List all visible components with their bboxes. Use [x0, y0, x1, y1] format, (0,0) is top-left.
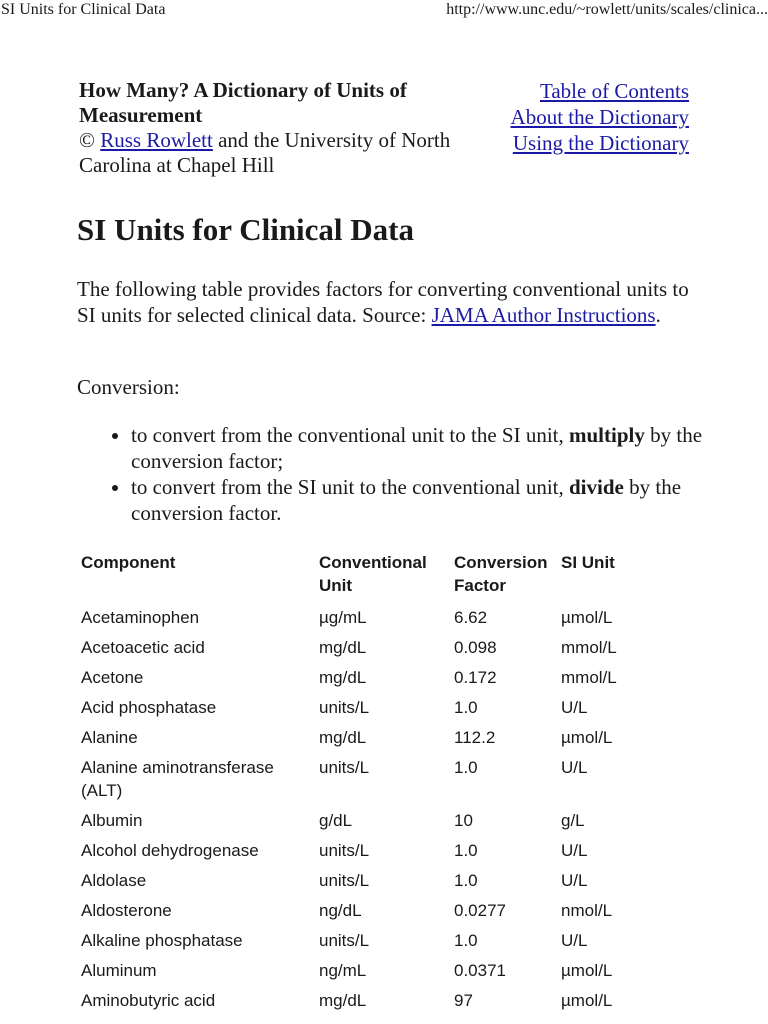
- cell-conversion-factor: 1.0: [454, 931, 478, 950]
- copyright-symbol: ©: [79, 128, 101, 152]
- print-page-url: http://www.unc.edu/~rowlett/units/scales/clinica...: [446, 1, 768, 18]
- cell-component: Alanine: [81, 728, 138, 747]
- cell-conventional-unit: units/L: [319, 841, 370, 860]
- cell-component: Aldolase: [81, 871, 147, 890]
- cell-component: Albumin: [81, 811, 143, 830]
- using-dictionary-link[interactable]: Using the Dictionary: [512, 131, 689, 155]
- column-header-conventional-unit: Conventional Unit: [319, 553, 427, 595]
- divide-instruction: [131, 474, 741, 526]
- intro-end: .: [655, 303, 661, 327]
- cell-conversion-factor: 1.0: [454, 871, 478, 890]
- intro-paragraph: [77, 276, 707, 328]
- author-link[interactable]: Russ Rowlett: [100, 128, 213, 152]
- dictionary-title: How Many? A Dictionary of Units of Measurement: [79, 78, 407, 127]
- dictionary-credit: [79, 78, 479, 178]
- multiply-instruction: [131, 422, 741, 474]
- intro-text: The following table provides factors for converting conventional units to SI units for selected clinical data. Source:: [77, 277, 689, 327]
- table-header-row: [76, 548, 655, 603]
- cell-component: Acetaminophen: [81, 608, 200, 627]
- cell-conversion-factor: 6.62: [454, 608, 488, 627]
- cell-si-unit: µmol/L: [561, 728, 613, 747]
- cell-si-unit: U/L: [561, 931, 588, 950]
- cell-conventional-unit: units/L: [319, 931, 370, 950]
- cell-conversion-factor: 97: [454, 991, 473, 1010]
- table-body: [76, 603, 655, 1016]
- instruction-text: to convert from the conventional unit to the SI unit,: [131, 423, 569, 447]
- cell-conventional-unit: units/L: [319, 698, 370, 717]
- instruction-keyword: divide: [569, 475, 624, 499]
- cell-conventional-unit: ng/mL: [319, 961, 367, 980]
- print-page-title: SI Units for Clinical Data: [1, 1, 166, 18]
- cell-si-unit: g/L: [561, 811, 585, 830]
- column-header-si-unit: SI Unit: [561, 553, 615, 572]
- table-row: [76, 956, 655, 986]
- cell-si-unit: nmol/L: [561, 901, 613, 920]
- cell-si-unit: U/L: [561, 841, 588, 860]
- cell-conventional-unit: mg/dL: [319, 728, 367, 747]
- copyright-text: and the University of North Carolina at Chapel Hill: [79, 128, 451, 177]
- conversion-instructions: [77, 422, 741, 526]
- cell-component: Acetone: [81, 668, 144, 687]
- cell-component: Aminobutyric acid: [81, 991, 216, 1010]
- cell-si-unit: µmol/L: [561, 991, 613, 1010]
- cell-component: Aluminum: [81, 961, 157, 980]
- table-row: [76, 926, 655, 956]
- conversion-label: Conversion:: [77, 375, 180, 399]
- table-row: [76, 866, 655, 896]
- cell-conversion-factor: 0.098: [454, 638, 497, 657]
- cell-si-unit: µmol/L: [561, 608, 613, 627]
- table-row: [76, 806, 655, 836]
- cell-conventional-unit: µg/mL: [319, 608, 367, 627]
- cell-component: Aldosterone: [81, 901, 172, 920]
- cell-conventional-unit: units/L: [319, 871, 370, 890]
- table-row: [76, 753, 655, 806]
- cell-conventional-unit: mg/dL: [319, 991, 367, 1010]
- cell-conversion-factor: 0.0371: [454, 961, 506, 980]
- cell-conventional-unit: units/L: [319, 758, 370, 777]
- instruction-keyword: multiply: [569, 423, 645, 447]
- cell-conventional-unit: ng/dL: [319, 901, 362, 920]
- table-of-contents-link[interactable]: Table of Contents: [540, 79, 689, 103]
- copyright-line: [79, 128, 479, 178]
- source-link[interactable]: JAMA Author Instructions: [431, 303, 656, 327]
- instruction-text: to convert from the SI unit to the conventional unit,: [131, 475, 569, 499]
- table-row: [76, 663, 655, 693]
- cell-conventional-unit: g/dL: [319, 811, 353, 830]
- table-row: [76, 723, 655, 753]
- table-row: [76, 693, 655, 723]
- cell-conversion-factor: 0.0277: [454, 901, 506, 920]
- cell-si-unit: U/L: [561, 871, 588, 890]
- table-row: [76, 896, 655, 926]
- cell-conversion-factor: 112.2: [454, 728, 496, 747]
- cell-si-unit: mmol/L: [561, 638, 617, 657]
- table-row: [76, 603, 655, 633]
- dictionary-nav: [509, 78, 689, 156]
- about-dictionary-link[interactable]: About the Dictionary: [510, 105, 689, 129]
- print-header: [0, 0, 768, 22]
- cell-component: Alkaline phosphatase: [81, 931, 243, 950]
- instruction-text: by the conversion factor.: [131, 475, 682, 525]
- cell-si-unit: U/L: [561, 698, 588, 717]
- table-row: [76, 633, 655, 663]
- cell-conversion-factor: 0.172: [454, 668, 497, 687]
- cell-component: Alcohol dehydrogenase: [81, 841, 259, 860]
- page-title: SI Units for Clinical Data: [77, 212, 415, 247]
- table-row: [76, 836, 655, 866]
- column-header-conversion-factor: Conversion Factor: [454, 553, 548, 595]
- cell-conversion-factor: 1.0: [454, 758, 478, 777]
- column-header-component: Component: [81, 553, 176, 572]
- cell-conventional-unit: mg/dL: [319, 638, 367, 657]
- cell-si-unit: mmol/L: [561, 668, 617, 687]
- cell-conversion-factor: 1.0: [454, 841, 478, 860]
- conversion-table: [76, 548, 655, 1016]
- cell-component: Alanine aminotransferase (ALT): [81, 758, 274, 800]
- table-row: [76, 986, 655, 1016]
- instruction-text: by the conversion factor;: [131, 423, 703, 473]
- cell-conversion-factor: 1.0: [454, 698, 478, 717]
- cell-conversion-factor: 10: [454, 811, 473, 830]
- cell-component: Acid phosphatase: [81, 698, 217, 717]
- cell-si-unit: µmol/L: [561, 961, 613, 980]
- cell-si-unit: U/L: [561, 758, 588, 777]
- cell-conventional-unit: mg/dL: [319, 668, 367, 687]
- cell-component: Acetoacetic acid: [81, 638, 205, 657]
